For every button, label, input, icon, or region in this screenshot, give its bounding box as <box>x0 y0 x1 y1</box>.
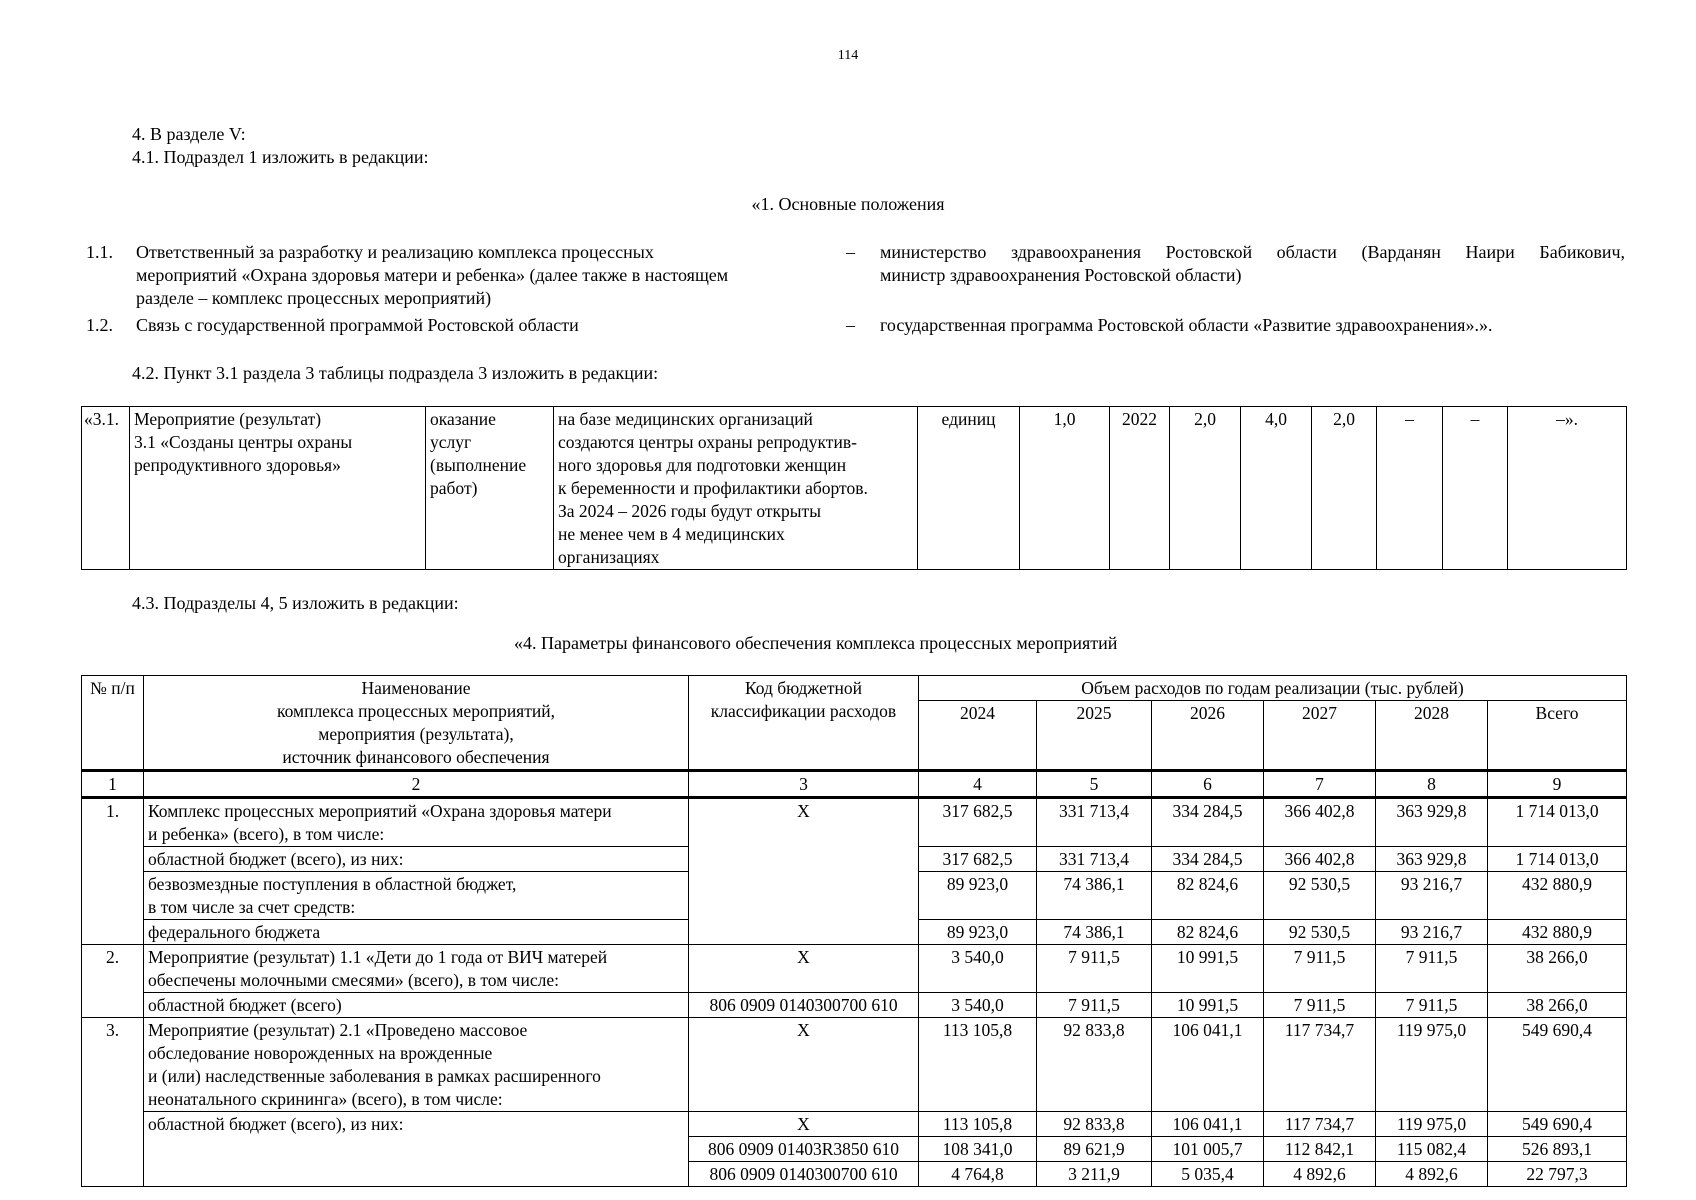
row-name <box>144 872 689 920</box>
t1-value-2028: – <box>1443 407 1508 570</box>
cell-2027: 4 892,6 <box>1264 1162 1376 1187</box>
cell-2027: 92 530,5 <box>1264 920 1376 945</box>
cell-2028: 7 911,5 <box>1376 945 1488 993</box>
cell-2026: 106 041,1 <box>1152 1018 1264 1112</box>
t1-name-line: Мероприятие (результат) <box>134 409 322 429</box>
cell-2024: 317 682,5 <box>919 847 1037 872</box>
th-name-line: комплекса процессных мероприятий, <box>276 701 555 721</box>
t1-name-line: 3.1 «Созданы центры охраны <box>134 432 353 452</box>
row-name-line: неонатального скрининга» (всего), в том числе: <box>148 1089 503 1109</box>
table-header-row <box>82 676 1627 701</box>
table-row <box>82 798 1627 847</box>
cell-2025: 3 211,9 <box>1037 1162 1152 1187</box>
th-name-line: Наименование <box>361 678 471 698</box>
row-num: 3. <box>82 1018 144 1187</box>
cell-2025: 74 386,1 <box>1037 872 1152 920</box>
row-code: Х <box>689 945 919 993</box>
row-name-line: областной бюджет (всего), из них: <box>148 1114 404 1134</box>
cell-2026: 106 041,1 <box>1152 1112 1264 1137</box>
cell-2028: 119 975,0 <box>1376 1018 1488 1112</box>
th-total: Всего <box>1488 701 1627 771</box>
cell-total: 1 714 013,0 <box>1488 847 1627 872</box>
provision-1-value-2: министр здравоохранения Ростовской области) <box>880 265 1242 285</box>
row-name-line: и (или) наследственные заболевания в рамках расширенного <box>148 1066 601 1086</box>
cell-2027: 117 734,7 <box>1264 1112 1376 1137</box>
th-code-line: Код бюджетной <box>744 678 863 698</box>
t1-num: «3.1. <box>82 407 130 570</box>
table-row <box>82 1018 1627 1112</box>
table-financing <box>81 675 1627 1187</box>
cell-2027: 7 911,5 <box>1264 945 1376 993</box>
cell-2026: 10 991,5 <box>1152 993 1264 1018</box>
cell-2027: 366 402,8 <box>1264 798 1376 847</box>
cell-2024: 89 923,0 <box>919 920 1037 945</box>
cell-2027: 366 402,8 <box>1264 847 1376 872</box>
cell-total: 1 714 013,0 <box>1488 798 1627 847</box>
col-number: 3 <box>689 771 919 798</box>
row-name-line: Мероприятие (результат) 2.1 «Проведено массовое <box>148 1020 528 1040</box>
t1-value-2025: 4,0 <box>1241 407 1312 570</box>
page-number: 114 <box>837 48 859 63</box>
provision-1-dash: – <box>846 242 855 262</box>
row-name-line: областной бюджет (всего), из них: <box>148 849 404 869</box>
cell-total: 549 690,4 <box>1488 1112 1627 1137</box>
provision-2-label-1: Связь с государственной программой Ростовской области <box>136 315 579 335</box>
cell-2025: 92 833,8 <box>1037 1018 1152 1112</box>
row-name <box>144 798 689 847</box>
t1-type-line: работ) <box>430 478 478 498</box>
th-year-2028: 2028 <box>1376 701 1488 771</box>
cell-total: 38 266,0 <box>1488 993 1627 1018</box>
row-code: 806 0909 0140300700 610 <box>689 993 919 1018</box>
row-name <box>144 993 689 1018</box>
t1-type-line: оказание <box>430 409 496 429</box>
point-4-2: 4.2. Пункт 3.1 раздела 3 таблицы подраздела 3 изложить в редакции: <box>132 363 659 383</box>
t1-value-2030: –». <box>1508 407 1627 570</box>
table-row <box>82 1112 1627 1137</box>
col-number: 8 <box>1376 771 1488 798</box>
row-name-line: Комплекс процессных мероприятий «Охрана здоровья матери <box>148 801 612 821</box>
t1-unit: единиц <box>918 407 1020 570</box>
row-name-line: федерального бюджета <box>148 922 321 942</box>
table-row <box>82 407 1627 570</box>
row-name <box>144 920 689 945</box>
provision-1-value-1: министерство здравоохранения Ростовской области (Варданян Наири Бабикович, <box>880 242 1625 262</box>
t1-type-line: услуг <box>430 432 472 452</box>
t1-desc-line: создаются центры охраны репродуктив- <box>558 432 857 452</box>
th-code-line: классификации расходов <box>710 701 897 721</box>
th-code <box>689 676 919 771</box>
cell-2024: 113 105,8 <box>919 1018 1037 1112</box>
row-num: 1. <box>82 798 144 945</box>
t1-value-2027: – <box>1377 407 1443 570</box>
cell-2025: 89 621,9 <box>1037 1137 1152 1162</box>
t1-value-2024: 2,0 <box>1170 407 1241 570</box>
th-volume: Объем расходов по годам реализации (тыс. рублей) <box>919 676 1627 701</box>
cell-2024: 3 540,0 <box>919 945 1037 993</box>
cell-2027: 7 911,5 <box>1264 993 1376 1018</box>
cell-total: 432 880,9 <box>1488 872 1627 920</box>
th-name-line: мероприятия (результата), <box>318 724 514 744</box>
provision-2-dash: – <box>846 315 855 335</box>
t1-name-line: репродуктивного здоровья» <box>134 455 341 475</box>
cell-2028: 7 911,5 <box>1376 993 1488 1018</box>
cell-2025: 92 833,8 <box>1037 1112 1152 1137</box>
cell-2026: 5 035,4 <box>1152 1162 1264 1187</box>
section4-title: «4. Параметры финансового обеспечения комплекса процессных мероприятий <box>514 633 1118 653</box>
t1-desc-line: организациях <box>558 547 660 567</box>
provision-1-num: 1.1. <box>86 242 113 262</box>
row-name-line: безвозмездные поступления в областной бюджет, <box>148 874 517 894</box>
cell-2026: 82 824,6 <box>1152 920 1264 945</box>
col-number: 1 <box>82 771 144 798</box>
cell-2024: 317 682,5 <box>919 798 1037 847</box>
cell-2027: 112 842,1 <box>1264 1137 1376 1162</box>
cell-2028: 119 975,0 <box>1376 1112 1488 1137</box>
t1-name <box>130 407 426 570</box>
cell-2025: 331 713,4 <box>1037 798 1152 847</box>
t1-desc-line: ного здоровья для подготовки женщин <box>558 455 847 475</box>
col-number: 6 <box>1152 771 1264 798</box>
cell-2026: 334 284,5 <box>1152 798 1264 847</box>
provision-1-label-1: Ответственный за разработку и реализацию комплекса процессных <box>136 242 654 262</box>
cell-2028: 363 929,8 <box>1376 798 1488 847</box>
row-code: 806 0909 0140300700 610 <box>689 1162 919 1187</box>
cell-2028: 115 082,4 <box>1376 1137 1488 1162</box>
cell-2024: 4 764,8 <box>919 1162 1037 1187</box>
th-year-2025: 2025 <box>1037 701 1152 771</box>
cell-2026: 334 284,5 <box>1152 847 1264 872</box>
col-number: 7 <box>1264 771 1376 798</box>
row-name <box>144 1018 689 1112</box>
cell-2024: 113 105,8 <box>919 1112 1037 1137</box>
row-name-line: в том числе за счет средств: <box>148 897 356 917</box>
t1-base-value: 1,0 <box>1020 407 1110 570</box>
t1-desc <box>554 407 918 570</box>
cell-total: 526 893,1 <box>1488 1137 1627 1162</box>
t1-desc-line: не менее чем в 4 медицинских <box>558 524 785 544</box>
row-name-line: обследование новорожденных на врожденные <box>148 1043 493 1063</box>
row-name <box>144 847 689 872</box>
cell-total: 549 690,4 <box>1488 1018 1627 1112</box>
provision-2-num: 1.2. <box>86 315 113 335</box>
th-year-2024: 2024 <box>919 701 1037 771</box>
cell-total: 38 266,0 <box>1488 945 1627 993</box>
col-number: 9 <box>1488 771 1627 798</box>
section1-title: «1. Основные положения <box>751 194 945 214</box>
row-code: Х <box>689 1112 919 1137</box>
row-name-line: областной бюджет (всего) <box>148 995 342 1015</box>
col-number: 4 <box>919 771 1037 798</box>
t1-type <box>426 407 554 570</box>
row-code: 806 0909 01403R3850 610 <box>689 1137 919 1162</box>
th-year-2027: 2027 <box>1264 701 1376 771</box>
cell-2026: 82 824,6 <box>1152 872 1264 920</box>
cell-2027: 92 530,5 <box>1264 872 1376 920</box>
t1-value-2026: 2,0 <box>1312 407 1377 570</box>
row-code: Х <box>689 798 919 945</box>
t1-desc-line: на базе медицинских организаций <box>558 409 813 429</box>
row-name <box>144 945 689 993</box>
table-activity-3-1 <box>81 406 1627 570</box>
cell-2026: 101 005,7 <box>1152 1137 1264 1162</box>
table-row <box>82 993 1627 1018</box>
heading-line-2: 4.1. Подраздел 1 изложить в редакции: <box>132 147 429 167</box>
provision-2-value-1: государственная программа Ростовской области «Развитие здравоохранения».». <box>880 315 1493 335</box>
table-row <box>82 945 1627 993</box>
col-number: 5 <box>1037 771 1152 798</box>
cell-2027: 117 734,7 <box>1264 1018 1376 1112</box>
row-name-line: и ребенка» (всего), в том числе: <box>148 824 385 844</box>
column-numbers-row <box>82 771 1627 798</box>
provision-1-label-3: разделе – комплекс процессных мероприятий) <box>136 288 492 308</box>
t1-desc-line: к беременности и профилактики абортов. <box>558 478 868 498</box>
th-num: № п/п <box>82 676 144 771</box>
t1-desc-line: За 2024 – 2026 годы будут открыты <box>558 501 821 521</box>
cell-2028: 363 929,8 <box>1376 847 1488 872</box>
th-name <box>144 676 689 771</box>
row-name <box>144 1112 689 1187</box>
row-name-line: Мероприятие (результат) 1.1 «Дети до 1 года от ВИЧ матерей <box>148 947 608 967</box>
cell-2026: 10 991,5 <box>1152 945 1264 993</box>
cell-2028: 4 892,6 <box>1376 1162 1488 1187</box>
heading-line-1: 4. В разделе V: <box>132 124 246 144</box>
cell-total: 432 880,9 <box>1488 920 1627 945</box>
th-year-2026: 2026 <box>1152 701 1264 771</box>
col-number: 2 <box>144 771 689 798</box>
cell-total: 22 797,3 <box>1488 1162 1627 1187</box>
row-num: 2. <box>82 945 144 1018</box>
cell-2025: 331 713,4 <box>1037 847 1152 872</box>
cell-2025: 74 386,1 <box>1037 920 1152 945</box>
row-name-line: обеспечены молочными смесями» (всего), в том числе: <box>148 970 559 990</box>
cell-2028: 93 216,7 <box>1376 920 1488 945</box>
t1-type-line: (выполнение <box>430 455 527 475</box>
cell-2024: 89 923,0 <box>919 872 1037 920</box>
cell-2028: 93 216,7 <box>1376 872 1488 920</box>
th-name-line: источник финансового обеспечения <box>282 747 550 767</box>
point-4-3: 4.3. Подразделы 4, 5 изложить в редакции: <box>132 593 459 613</box>
provision-1-label-2: мероприятий «Охрана здоровья матери и ребенка» (далее также в настоящем <box>136 265 729 285</box>
t1-base-year: 2022 <box>1110 407 1170 570</box>
cell-2024: 3 540,0 <box>919 993 1037 1018</box>
cell-2025: 7 911,5 <box>1037 993 1152 1018</box>
cell-2024: 108 341,0 <box>919 1137 1037 1162</box>
cell-2025: 7 911,5 <box>1037 945 1152 993</box>
row-code: Х <box>689 1018 919 1112</box>
